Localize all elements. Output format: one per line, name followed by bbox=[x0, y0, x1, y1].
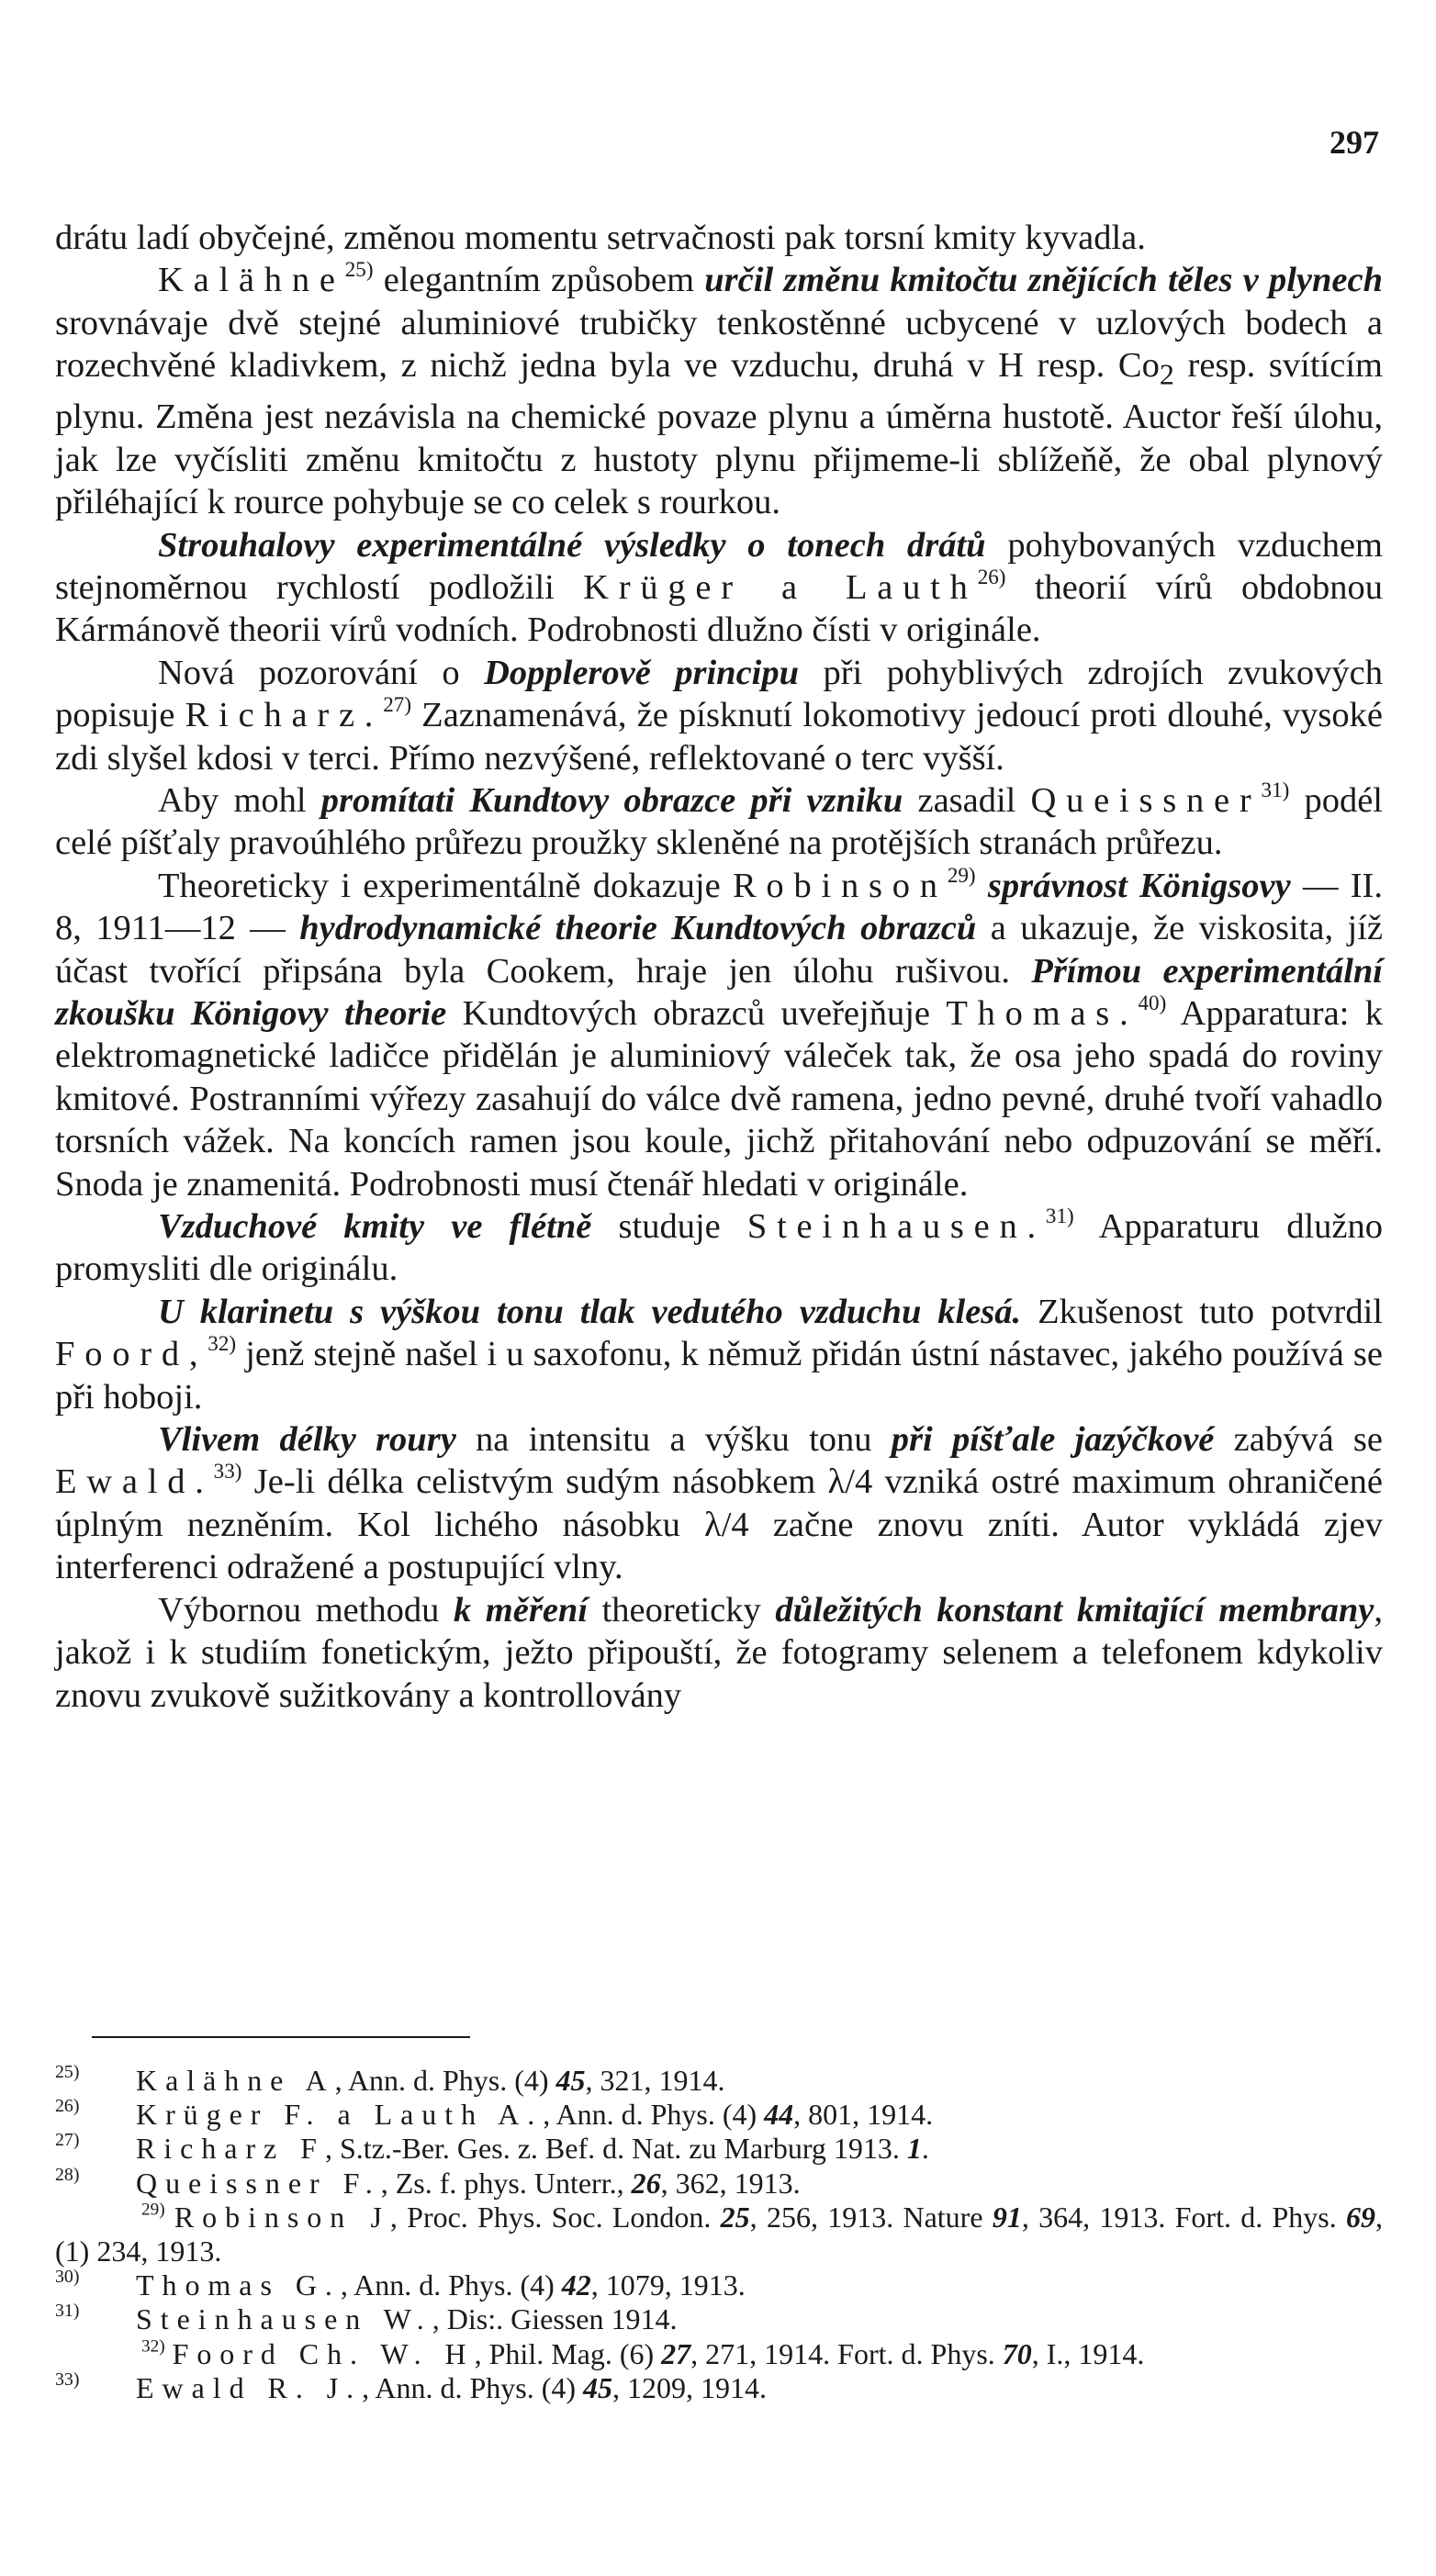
paragraph: Vlivem délky roury na intensitu a výšku tonu při píšťale jazýčkové zabývá se Ewald.$^{33)}$ Je-li délka celistvým sudým násobkem λ/4 vzniká ostré maximum ohraničené úplným nezněním. Kol lichého násobku λ/4 začne znovu zníti. Autor vykládá zjev interferenci odražené a postupující vlny. bbox=[55, 1420, 1383, 1587]
paragraph: Theoreticky i experimentálně dokazuje Robinson$^{29)}$ správnost Königsovy — II. 8, 1911—12 — hydrodynamické theorie Kundtových obrazců a ukazuje, že viskosita, jíž účast tvořící připsána byla Cookem, hraje jen úlohu rušivou. Přímou experimentální zkoušku Königovy theorie Kundtových obrazců uveřejňuje Thomas.$^{40)}$ Apparatura: k elektromagnetické ladičce přidělán je aluminiový váleček tak, že osa jeho spadá do roviny kmitové. Postranními výřezy zasahují do válce dvě ramena, jedno pevné, druhé tvoří vahadlo torsních vážek. Na koncích ramen jsou koule, jichž přitahování nebo odpuzování se měří. Snoda je znamenitá. Podrobnosti musí čtenář hledati v originále. bbox=[55, 862, 1384, 1204]
footnote: $^{31)}$ Steinhausen W., Dis:. Giessen 1914. bbox=[55, 2301, 678, 2336]
footnote-ref: 26) bbox=[977, 564, 1006, 588]
author-name: Thomas. bbox=[946, 994, 1139, 1033]
footnote: $^{30)}$ Thomas G., Ann. d. Phys. (4) 42, 1079, 1913. bbox=[55, 2267, 746, 2302]
author-name: Ewald. bbox=[55, 1462, 214, 1502]
footnote-ref: 29) bbox=[947, 862, 976, 887]
paragraph: Aby mohl promítati Kundtovy obrazce při vzniku zasadil Queissner$^{31)}$ podél celé píšťaly pravoúhlého průřezu proužky skleněné na protějších stranách průřezu. bbox=[55, 777, 1383, 863]
footnote-ref: 25) bbox=[344, 257, 374, 282]
author-name: Krüger a Lauth bbox=[583, 567, 978, 607]
paragraph: U klarinetu s výškou tonu tlak vedutého vzduchu klesá. Zkušenost tuto potvrdil Foord,$^{32)}$ jenž stejně našel i u saxofonu, k němuž přidán ústní nástavec, jakého používá se při hoboji. bbox=[55, 1292, 1383, 1417]
footnote: $^{32)}$ Foord Ch. W. H, Phil. Mag. (6) 27, 271, 1914. Fort. d. Phys. 70, I., 1914. bbox=[141, 2336, 1145, 2370]
footnote-separator bbox=[92, 2036, 470, 2038]
footnotes bbox=[55, 2064, 1383, 2405]
footnote: $^{33)}$ Ewald R. J., Ann. d. Phys. (4) 45, 1209, 1914. bbox=[55, 2369, 768, 2404]
footnote-ref: 32) bbox=[208, 1331, 237, 1356]
paragraph: Strouhalovy experimentálné výsledky o tonech drátů pohybovaných vzduchem stejnoměrnou rychlostí podložili Krüger a Lauth$^{26)}$ theorií vírů obdobnou Kármánově theorii vírů vodních. Podrobnosti dlužno čísti v originále. bbox=[55, 525, 1383, 650]
footnote-ref: 31) bbox=[1261, 777, 1290, 801]
footnote-ref: 40) bbox=[1138, 990, 1167, 1014]
author-name: Steinhausen. bbox=[746, 1207, 1046, 1247]
author-name: Foord, bbox=[55, 1335, 208, 1374]
footnote: $^{29)}$ Robinson J, Proc. Phys. Soc. London. 25, 256, 1913. Nature 91, 364, 1913. Fort. d. Phys. 69, (1) 234, 1913. bbox=[55, 2200, 1384, 2268]
footnote-ref: 33) bbox=[213, 1459, 242, 1484]
footnote: $^{25)}$ Kalähne A, Ann. d. Phys. (4) 45, 321, 1914. bbox=[55, 2062, 725, 2097]
paragraph: Vzduchové kmity ve flétně studuje Steinhausen.$^{31)}$ Apparaturu dlužno promysliti dle originálu. bbox=[55, 1203, 1383, 1289]
footnote: $^{27)}$ Richarz F, S.tz.-Ber. Ges. z. Bef. d. Nat. zu Marburg 1913. 1. bbox=[55, 2130, 929, 2166]
footnote-ref: 27) bbox=[383, 692, 412, 716]
footnote-ref: 31) bbox=[1045, 1203, 1074, 1227]
page-number: 297 bbox=[1329, 124, 1379, 161]
author-name: Kalähne bbox=[158, 261, 345, 300]
paragraph: drátu ladí obyčejné, změnou momentu setrvačnosti pak torsní kmity kyvadla. bbox=[55, 218, 1146, 257]
paragraph: Kalähne$^{25)}$ elegantním způsobem určil změnu kmitočtu znějících těles v plynech srovnávaje dvě stejné aluminiové trubičky tenkostěnné ucbycené v uzlových bodech a rozechvěné kladivkem, z nichž jedna byla ve vzduchu, druhá v H resp. $Co_2$ resp. svítícím plynu. Změna jest nezávisla na chemické povaze plynu a úměrna hustotě. Auctor řeší úlohu, jak lze vyčísliti změnu kmitočtu z hustoty plynu přijmeme-li sblížeňě, že obal plynový přiléhající k rource pohybuje se co celek s rourkou. bbox=[55, 257, 1383, 522]
author-name: Richarz. bbox=[185, 696, 384, 735]
author-name: Robinson bbox=[732, 866, 948, 905]
footnote: $^{28)}$ Queissner F., Zs. f. phys. Unterr., 26, 362, 1913. bbox=[55, 2164, 801, 2200]
main-text bbox=[55, 217, 1383, 1717]
author-name: Queissner bbox=[1030, 780, 1262, 820]
paragraph: Výbornou methodu k měření theoreticky důležitých konstant kmitající membrany, jakož i k studiím fonetickým, ježto připouští, že fotogramy selenem a telefonem kdykoliv znovu zvukově sužitkovány a kontrollovány bbox=[55, 1590, 1383, 1715]
paragraph: Nová pozorování o Dopplerově principu při pohyblivých zdrojích zvukových popisuje Richarz.$^{27)}$ Zaznamenává, že písknutí lokomotivy jedoucí proti dlouhé, vysoké zdi slyšel kdosi v terci. Přímo nezvýšené, reflektované o terc vyšší. bbox=[55, 653, 1384, 778]
footnote: $^{26)}$ Krüger F. a Lauth A., Ann. d. Phys. (4) 44, 801, 1914. bbox=[55, 2096, 934, 2132]
